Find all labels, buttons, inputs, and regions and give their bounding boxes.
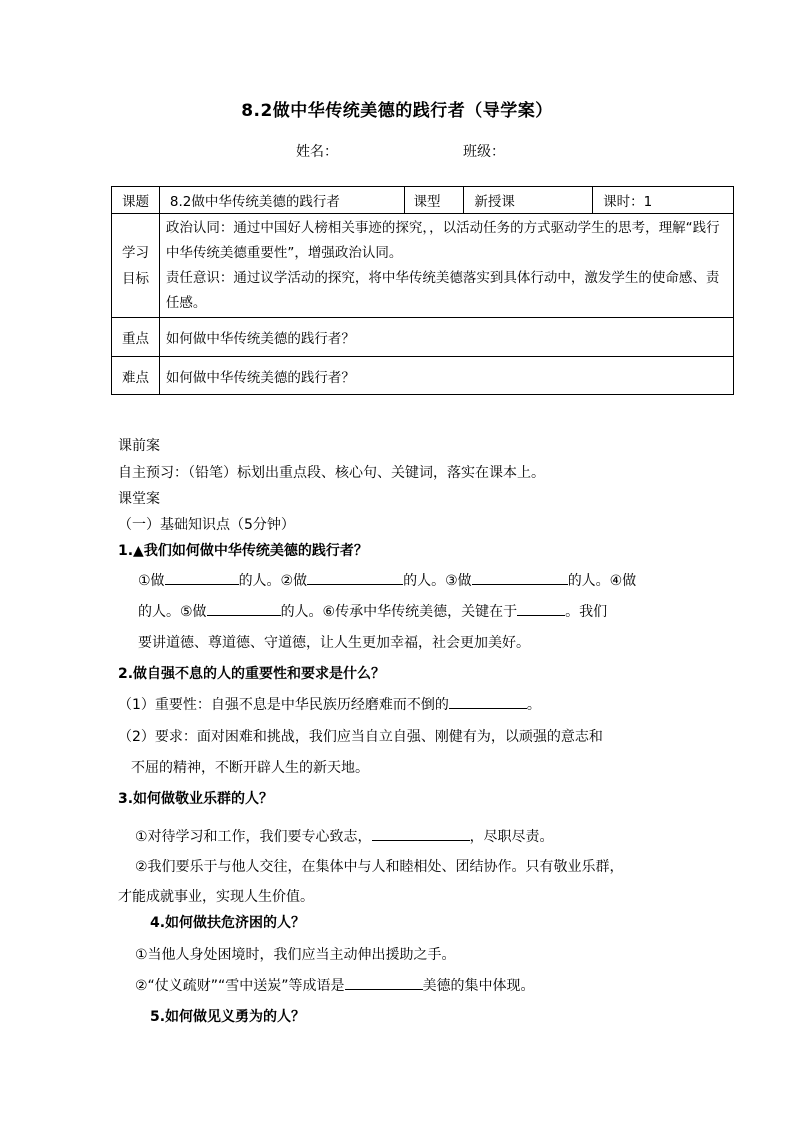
- table-row: [112, 357, 734, 395]
- table-row: [112, 187, 734, 214]
- question-5-title: 5.如何做见义勇为的人？: [150, 1009, 306, 1025]
- q1-text: 的人。②做: [238, 573, 308, 589]
- lesson-type-value: 新授课: [464, 187, 593, 214]
- q3-text: ①对待学习和工作，我们要专心致志，: [135, 829, 372, 845]
- goal-political-identity: 政治认同：通过中国好人榜相关事迹的探究，，以活动任务的方式驱动学生的思考，理解“践行中华传统美德重要性”，增强政治认同。: [165, 219, 720, 261]
- q1-text: 的人。⑤做: [138, 604, 207, 620]
- question-3-point-1: [135, 826, 554, 846]
- difficult-point-value: 如何做中华传统美德的践行者？: [159, 357, 733, 395]
- q2-text: （1）重要性：自强不息是中华民族历经磨难而不倒的: [118, 697, 449, 713]
- goals-label-line-2: 目标: [121, 270, 149, 287]
- page-title: 8.2做中华传统美德的践行者（导学案）: [241, 101, 553, 121]
- pre-class-preview: 自主预习：（铅笔）标划出重点段、核心句、关键词，落实在课本上。: [118, 465, 545, 481]
- table-row: [112, 214, 734, 318]
- fill-blank[interactable]: [372, 827, 470, 841]
- difficult-point-label: 难点: [112, 357, 160, 395]
- lesson-type-label: 课型: [405, 187, 464, 214]
- question-2-requirement-line-2: 不屈的精神，不断开辟人生的新天地。: [131, 760, 369, 776]
- goals-label-line-1: 学习: [121, 244, 149, 261]
- q2-text: 。: [526, 697, 541, 713]
- question-1-line-1: [138, 570, 636, 590]
- q1-text: 。我们: [565, 604, 608, 620]
- goal-responsibility: 责任意识：通过议学活动的探究，将中华传统美德落实到具体行动中，激发学生的使命感、责任感。: [165, 269, 720, 311]
- key-point-value: 如何做中华传统美德的践行者？: [159, 318, 733, 357]
- in-class-heading: 课堂案: [118, 491, 160, 507]
- fill-blank[interactable]: [165, 571, 239, 585]
- question-1-line-2: [138, 601, 607, 621]
- section-basic-knowledge: （一）基础知识点（5分钟）: [118, 517, 295, 533]
- question-1-line-3: 要讲道德、尊道德、守道德，让人生更加幸福，社会更加美好。: [138, 635, 530, 651]
- table-row: [112, 318, 734, 357]
- question-2-importance: [118, 694, 541, 714]
- lesson-info-table: [111, 186, 734, 395]
- q1-text: ①做: [138, 573, 165, 589]
- name-label: 姓名：: [296, 144, 338, 160]
- question-3-point-2-line-2: 才能成就事业，实现人生价值。: [118, 889, 314, 905]
- question-4-point-2: [135, 975, 535, 995]
- key-point-label: 重点: [112, 318, 160, 357]
- question-4-point-1: ①当他人身处困境时，我们应当主动伸出援助之手。: [135, 947, 456, 963]
- fill-blank[interactable]: [449, 695, 527, 709]
- goals-label: [112, 214, 160, 318]
- q1-text: 的人。④做: [567, 573, 637, 589]
- question-3-point-2-line-1: ②我们要乐于与他人交往，在集体中与人和睦相处、团结协作。只有敬业乐群，: [135, 859, 624, 875]
- question-4-title: 4.如何做扶危济困的人？: [150, 915, 306, 931]
- fill-blank[interactable]: [345, 976, 423, 990]
- fill-blank[interactable]: [472, 571, 568, 585]
- goals-content: [159, 214, 733, 318]
- fill-blank[interactable]: [307, 571, 403, 585]
- fill-blank[interactable]: [517, 602, 565, 616]
- q3-text: ，尽职尽责。: [469, 829, 554, 845]
- q1-text: 的人。⑥传承中华传统美德，关键在于: [280, 604, 518, 620]
- class-label: 班级：: [463, 144, 505, 160]
- topic-value: 8.2做中华传统美德的践行者: [159, 187, 405, 214]
- question-3-title: 3.如何做敬业乐群的人？: [118, 791, 274, 807]
- pre-class-heading: 课前案: [118, 438, 160, 454]
- fill-blank[interactable]: [207, 602, 281, 616]
- q4-text: 美德的集中体现。: [422, 978, 535, 994]
- question-1-title: 1.▲我们如何做中华传统美德的践行者？: [118, 543, 368, 559]
- topic-label: 课题: [112, 187, 160, 214]
- lesson-hours: 课时：1: [593, 187, 734, 214]
- q4-text: ②“仗义疏财”“雪中送炭”等成语是: [135, 978, 345, 994]
- question-2-title: 2.做自强不息的人的重要性和要求是什么？: [118, 666, 386, 682]
- question-2-requirement-line-1: （2）要求：面对困难和挑战，我们应当自立自强、刚健有为，以顽强的意志和: [118, 729, 603, 745]
- q1-text: 的人。③做: [403, 573, 472, 589]
